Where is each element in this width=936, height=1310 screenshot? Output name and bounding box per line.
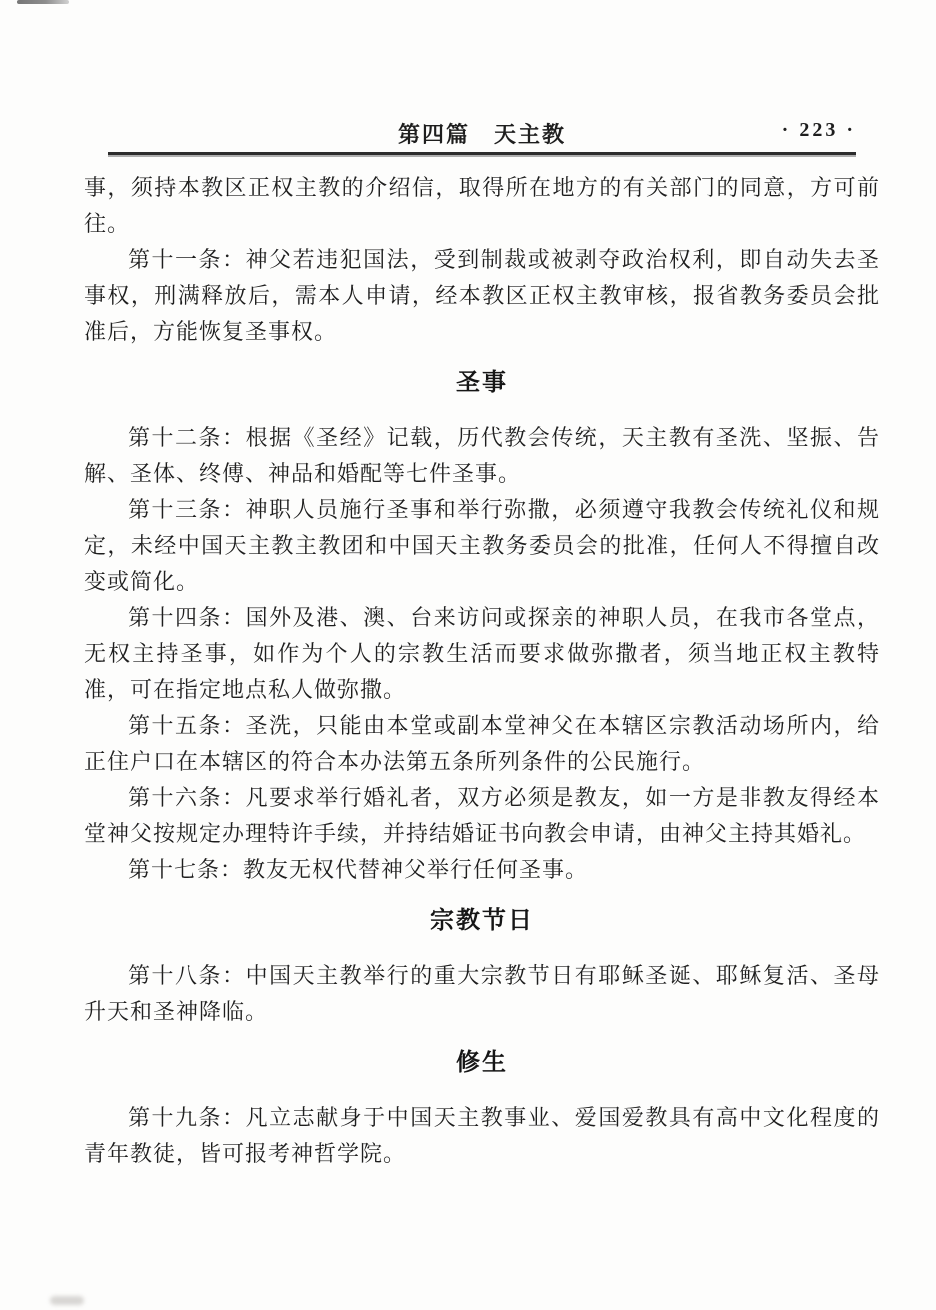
header-rule <box>108 152 856 155</box>
section-title: 第四篇 天主教 <box>397 122 566 147</box>
page-content <box>84 0 880 1172</box>
paragraph-article-14: 第十四条：国外及港、澳、台来访问或探亲的神职人员，在我市各堂点，无权主持圣事，如作为个人的宗教生活而要求做弥撒者，须当地正权主教特准，可在指定地点私人做弥撒。 <box>84 605 880 702</box>
document-body <box>84 170 880 1172</box>
paragraph-article-12: 第十二条：根据《圣经》记载，历代教会传统，天主教有圣洗、坚振、告解、圣体、终傅、神品和婚配等七件圣事。 <box>84 425 880 486</box>
paragraph-continuation: 事，须持本教区正权主教的介绍信，取得所在地方的有关部门的同意，方可前往。 <box>84 175 880 236</box>
paragraph-article-11: 第十一条：神父若违犯国法，受到制裁或被剥夺政治权利，即自动失去圣事权，刑满释放后，需本人申请，经本教区正权主教审核，报省教务委员会批准后，方能恢复圣事权。 <box>84 247 880 344</box>
paragraph-article-15: 第十五条：圣洗，只能由本堂或副本堂神父在本辖区宗教活动场所内，给正住户口在本辖区的符合本办法第五条所列条件的公民施行。 <box>84 713 880 774</box>
section-heading-sacraments: 圣事 <box>456 368 508 396</box>
paragraph-article-13: 第十三条：神职人员施行圣事和举行弥撒，必须遵守我教会传统礼仪和规定，未经中国天主教主教团和中国天主教务委员会的批准，任何人不得擅自改变或简化。 <box>84 497 880 594</box>
page-number: · 223 · <box>781 119 856 141</box>
section-heading-religious-festivals: 宗教节日 <box>430 906 534 934</box>
paragraph-article-19: 第十九条：凡立志献身于中国天主教事业、爱国爱教具有高中文化程度的青年教徒，皆可报考神哲学院。 <box>84 1105 880 1166</box>
scan-smudge-bottom-left <box>50 1296 84 1305</box>
paragraph-article-16: 第十六条：凡要求举行婚礼者，双方必须是教友，如一方是非教友得经本堂神父按规定办理特许手续，并持结婚证书向教会申请，由神父主持其婚礼。 <box>84 785 880 846</box>
section-heading-seminarians: 修生 <box>456 1048 508 1076</box>
paragraph-article-17: 第十七条：教友无权代替神父举行任何圣事。 <box>128 857 589 882</box>
running-header <box>108 118 856 148</box>
scan-smudge-top-left <box>17 0 69 4</box>
paragraph-article-18: 第十八条：中国天主教举行的重大宗教节日有耶稣圣诞、耶稣复活、圣母升天和圣神降临。 <box>84 963 880 1024</box>
